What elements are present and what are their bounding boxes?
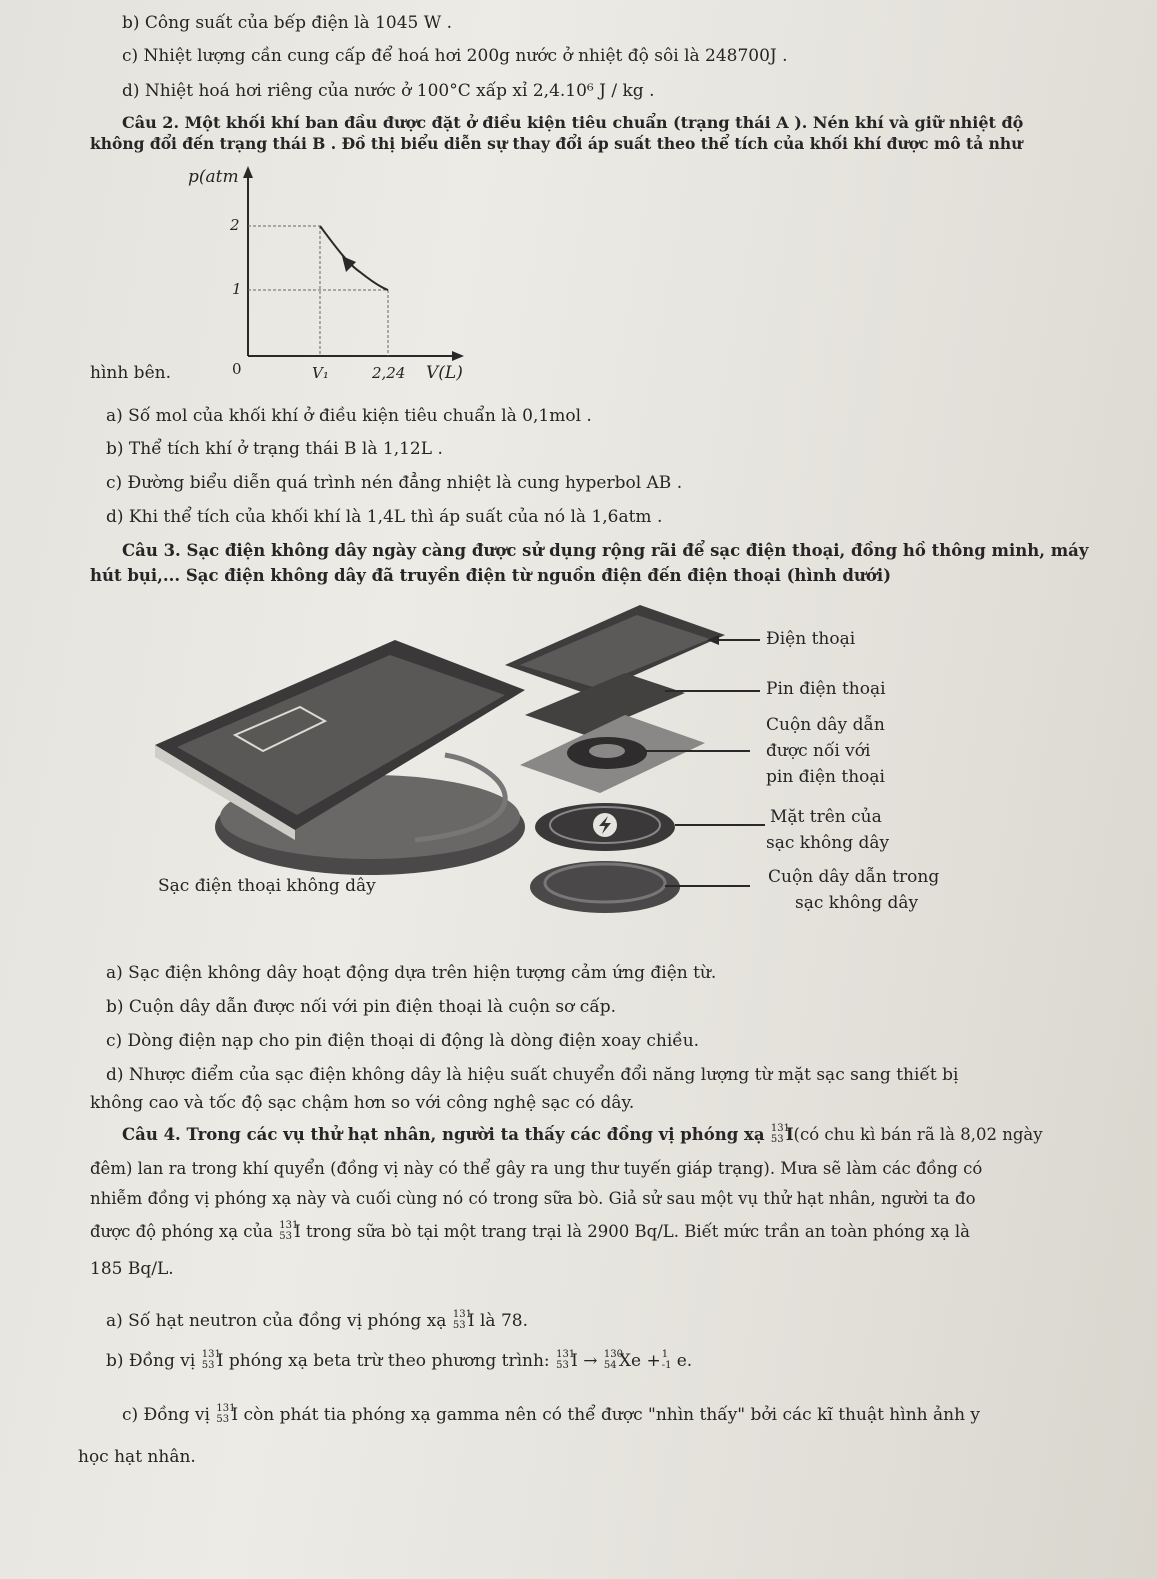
- q3-item-d-2: không cao và tốc độ sạc chậm hơn so với công nghệ sạc có dây.: [90, 1093, 635, 1113]
- reaction-arrow-icon: →: [583, 1351, 598, 1371]
- q3-item-b: b) Cuộn dây dẫn được nối với pin điện thoại là cuộn sơ cấp.: [106, 997, 617, 1017]
- q4-line-2: đêm) lan ra trong khí quyển (đồng vị này có thể gây ra ung thư tuyến giáp trạng). Mưa sẽ làm các đồng có: [90, 1159, 983, 1178]
- label-phone: Điện thoại: [766, 629, 856, 649]
- q2-stem-line-3: hình bên.: [90, 363, 171, 383]
- figure-caption: Sạc điện thoại không dây: [158, 876, 376, 896]
- q2-stem-line-2: không đổi đến trạng thái B . Đồ thị biểu diễn sự thay đổi áp suất theo thể tích của khối khí được mô tả như: [90, 134, 1023, 153]
- atomic-number: 53: [216, 1414, 230, 1425]
- equation-i131: [555, 1349, 576, 1372]
- q3-stem-line-2: hút bụi,... Sạc điện không dây đã truyền điện từ nguồn điện đến điện thoại (hình dưới): [90, 566, 891, 585]
- charger-coil-base: [530, 861, 680, 913]
- atomic-number: 53: [279, 1231, 292, 1242]
- nuclide-symbol: I: [231, 1405, 239, 1425]
- q1-item-b: b) Công suất của bếp điện là 1045 W .: [122, 13, 453, 33]
- q4-stem-start: Câu 4. Trong các vụ thử hạt nhân, người ta thấy các đồng vị phóng xạ: [122, 1125, 765, 1144]
- isotherm-curve: [320, 226, 388, 290]
- label-phone-coil-1: Cuộn dây dẫn: [766, 715, 885, 735]
- q4-item-a-end: là 78.: [479, 1311, 528, 1331]
- mass-number: 131: [770, 1123, 790, 1134]
- nuclide-i131: [770, 1123, 790, 1146]
- plus-sign: +: [646, 1351, 661, 1371]
- atomic-number: -1: [661, 1360, 672, 1371]
- q4-line-4-start: được độ phóng xạ của: [90, 1222, 273, 1241]
- q4-item-a: [106, 1310, 528, 1332]
- q4-item-b: [106, 1350, 692, 1372]
- equation-end: .: [686, 1351, 693, 1371]
- q4-line-3: nhiễm đồng vị phóng xạ này và cuối cùng nó có trong sữa bò. Giả sử sau một vụ thử hạt nhân, người ta đo: [90, 1189, 976, 1208]
- label-charger-coil-1: Cuộn dây dẫn trong: [768, 867, 940, 887]
- q4-line-1: [122, 1124, 1043, 1146]
- q4-item-c: [122, 1404, 980, 1426]
- label-charger-coil-2: sạc không dây: [795, 893, 919, 913]
- q4-halflife: (có chu kì bán rã là 8,02 ngày: [793, 1125, 1043, 1144]
- atomic-number: 53: [556, 1360, 569, 1371]
- atomic-number: 53: [201, 1360, 215, 1371]
- y-tick-1: 1: [232, 280, 242, 298]
- label-battery: Pin điện thoại: [766, 679, 886, 699]
- nuclide-i131: [278, 1220, 299, 1243]
- nuclide-symbol: I: [467, 1311, 475, 1331]
- x-axis-arrow-icon: [452, 351, 464, 361]
- equation-electron: [661, 1350, 677, 1372]
- x-tick-224: 2,24: [372, 364, 406, 382]
- q4-item-b-mid: phóng xạ beta trừ theo phương trình:: [228, 1351, 550, 1371]
- q2-stem-line-1: Câu 2. Một khối khí ban đầu được đặt ở điều kiện tiêu chuẩn (trạng thái A ). Nén khí và giữ nhiệt độ: [122, 113, 1024, 132]
- mass-number: 131: [216, 1403, 236, 1414]
- mass-number: 130: [603, 1349, 623, 1360]
- q3-item-d-1: d) Nhược điểm của sạc điện không dây là hiệu suất chuyển đổi năng lượng từ mặt sạc sang thiết bị: [106, 1065, 959, 1085]
- q3-stem-line-1: Câu 3. Sạc điện không dây ngày càng được sử dụng rộng rãi để sạc điện thoại, đồng hồ thông minh, máy: [122, 541, 1089, 560]
- q4-line-5: 185 Bq/L.: [90, 1259, 174, 1279]
- q4-item-b-text: b) Đồng vị: [106, 1351, 196, 1371]
- electron-symbol: e: [676, 1351, 687, 1371]
- xe-symbol: Xe: [618, 1351, 642, 1371]
- pv-graph: [170, 160, 490, 390]
- q4-item-c-end: học hạt nhân.: [78, 1447, 196, 1467]
- x-axis-label: V(L): [426, 363, 463, 383]
- q1-item-c: c) Nhiệt lượng cần cung cấp để hoá hơi 200g nước ở nhiệt độ sôi là 248700J .: [122, 46, 788, 66]
- equation-xe130: [603, 1349, 623, 1372]
- nuclide-symbol: I: [216, 1351, 224, 1371]
- mass-number: 131: [201, 1349, 221, 1360]
- nuclide-i131: [452, 1309, 472, 1332]
- y-tick-2: 2: [230, 216, 240, 234]
- x-tick-v1: V₁: [312, 364, 329, 382]
- phone-coil-center: [589, 744, 625, 758]
- q3-item-a: a) Sạc điện không dây hoạt động dựa trên hiện tượng cảm ứng điện từ.: [106, 963, 717, 983]
- nuclide-symbol: I: [294, 1222, 301, 1241]
- q4-line-4-end: trong sữa bò tại một trang trại là 2900 Bq/L. Biết mức trần an toàn phóng xạ là: [306, 1222, 970, 1241]
- q4-item-c-mid: còn phát tia phóng xạ gamma nên có thể được "nhìn thấy" bởi các kĩ thuật hình ảnh y: [243, 1405, 981, 1425]
- label-phone-coil-3: pin điện thoại: [766, 767, 885, 787]
- curve-arrow-icon: [342, 256, 356, 272]
- label-charger-top-2: sạc không dây: [766, 833, 890, 853]
- q2-item-b: b) Thể tích khí ở trạng thái B là 1,12L .: [106, 439, 443, 459]
- q2-item-a: a) Số mol của khối khí ở điều kiện tiêu chuẩn là 0,1mol .: [106, 406, 592, 426]
- q2-item-c: c) Đường biểu diễn quá trình nén đẳng nhiệt là cung hyperbol AB .: [106, 473, 683, 493]
- nuclide-i131: [201, 1349, 221, 1372]
- atomic-number: 53: [770, 1134, 784, 1145]
- atomic-number: 54: [603, 1360, 617, 1371]
- origin-label: 0: [232, 360, 242, 378]
- q1-item-d: d) Nhiệt hoá hơi riêng của nước ở 100°C xấp xỉ 2,4.10⁶ J / kg .: [122, 81, 655, 101]
- atomic-number: 53: [452, 1320, 466, 1331]
- label-phone-coil-2: được nối với: [766, 741, 871, 761]
- nuclide-symbol: I: [785, 1125, 794, 1144]
- q4-item-a-text: a) Số hạt neutron của đồng vị phóng xạ: [106, 1311, 447, 1331]
- q4-line-4: [90, 1221, 970, 1243]
- q4-item-c-text: c) Đồng vị: [122, 1405, 210, 1425]
- q2-item-d: d) Khi thể tích của khối khí là 1,4L thì áp suất của nó là 1,6atm .: [106, 507, 663, 527]
- label-charger-top-1: Mặt trên của: [770, 807, 882, 827]
- nuclide-symbol: I: [571, 1351, 578, 1371]
- nuclide-i131: [215, 1403, 236, 1426]
- mass-number: 131: [279, 1220, 299, 1231]
- mass-number: 131: [556, 1349, 576, 1360]
- y-axis-label: p(atm: [188, 167, 239, 187]
- q3-item-c: c) Dòng điện nạp cho pin điện thoại di động là dòng điện xoay chiều.: [106, 1031, 700, 1051]
- y-axis-arrow-icon: [243, 166, 253, 178]
- mass-number: 131: [452, 1309, 472, 1320]
- mass-number: 1: [661, 1349, 669, 1360]
